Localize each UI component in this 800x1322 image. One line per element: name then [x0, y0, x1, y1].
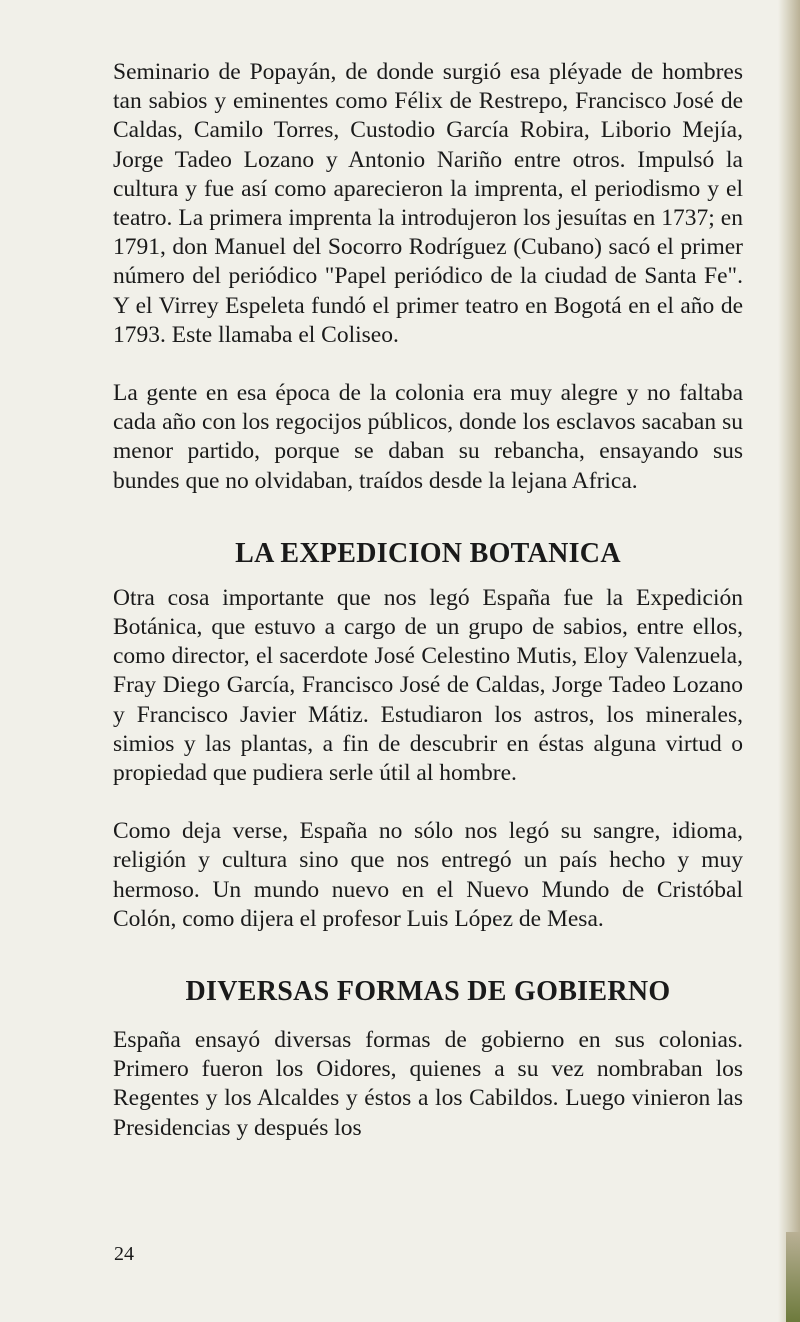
paragraph-gobierno: España ensayó diversas formas de gobierno en sus colonias. Primero fueron los Oidores, quienes a su vez nombraban los Regentes y los Alcaldes y éstos a los Cabildos. Luego vinieron las Presidencias y después los: [113, 1027, 743, 1141]
paragraph-expedicion: Otra cosa importante que nos legó España fue la Expedición Botánica, que estuvo a cargo de un grupo de sabios, entre ellos, como director, el sacerdote José Celestino Mutis, Eloy Valenzuela, Fray Diego García, Francisco José de Caldas, Jorge Tadeo Lozano y Francisco Javier Mátiz. Estudiaron los astros, los minerales, simios y las plantas, a fin de descubrir en éstas alguna virtud o propiedad que pudiera serle útil al hombre.: [113, 584, 743, 787]
heading-expedicion-botanica: LA EXPEDICION BOTANICA: [235, 537, 621, 569]
page-edge-corner: [786, 1232, 800, 1322]
paragraph-seminario: Seminario de Popayán, de donde surgió esa pléyade de hombres tan sabios y eminentes como Félix de Restrepo, Francisco José de Caldas, Camilo Torres, Custodio García Robira, Liborio Mejía, Jorge Tadeo Lozano y Antonio Nariño entre otros. Impulsó la cultura y fue así como aparecieron la imprenta, el periodismo y el teatro. La primera imprenta la introdujeron los jesuítas en 1737; en 1791, don Manuel del Socorro Rodríguez (Cubano) sacó el primer número del periódico "Papel periódico de la ciudad de Santa Fe". Y el Virrey Espeleta fundó el primer teatro en Bogotá en el año de 1793. Este llamaba el Coliseo.: [113, 59, 743, 348]
page-body: [113, 58, 743, 1143]
paragraph-legado: Como deja verse, España no sólo nos legó su sangre, idioma, religión y cultura sino que nos entregó un país hecho y muy hermoso. Un mundo nuevo en el Nuevo Mundo de Cristóbal Colón, como dijera el profesor Luis López de Mesa.: [113, 818, 743, 932]
paragraph-colonia: La gente en esa época de la colonia era muy alegre y no faltaba cada año con los regocijos públicos, donde los esclavos sacaban su menor partido, porque se daban su rebancha, ensayando sus bundes que no olvidaban, traídos desde la lejana Africa.: [113, 380, 743, 494]
page-number: 24: [114, 1243, 134, 1265]
page-edge-shadow: [778, 0, 800, 1322]
heading-formas-de-gobierno: DIVERSAS FORMAS DE GOBIERNO: [185, 976, 671, 1008]
